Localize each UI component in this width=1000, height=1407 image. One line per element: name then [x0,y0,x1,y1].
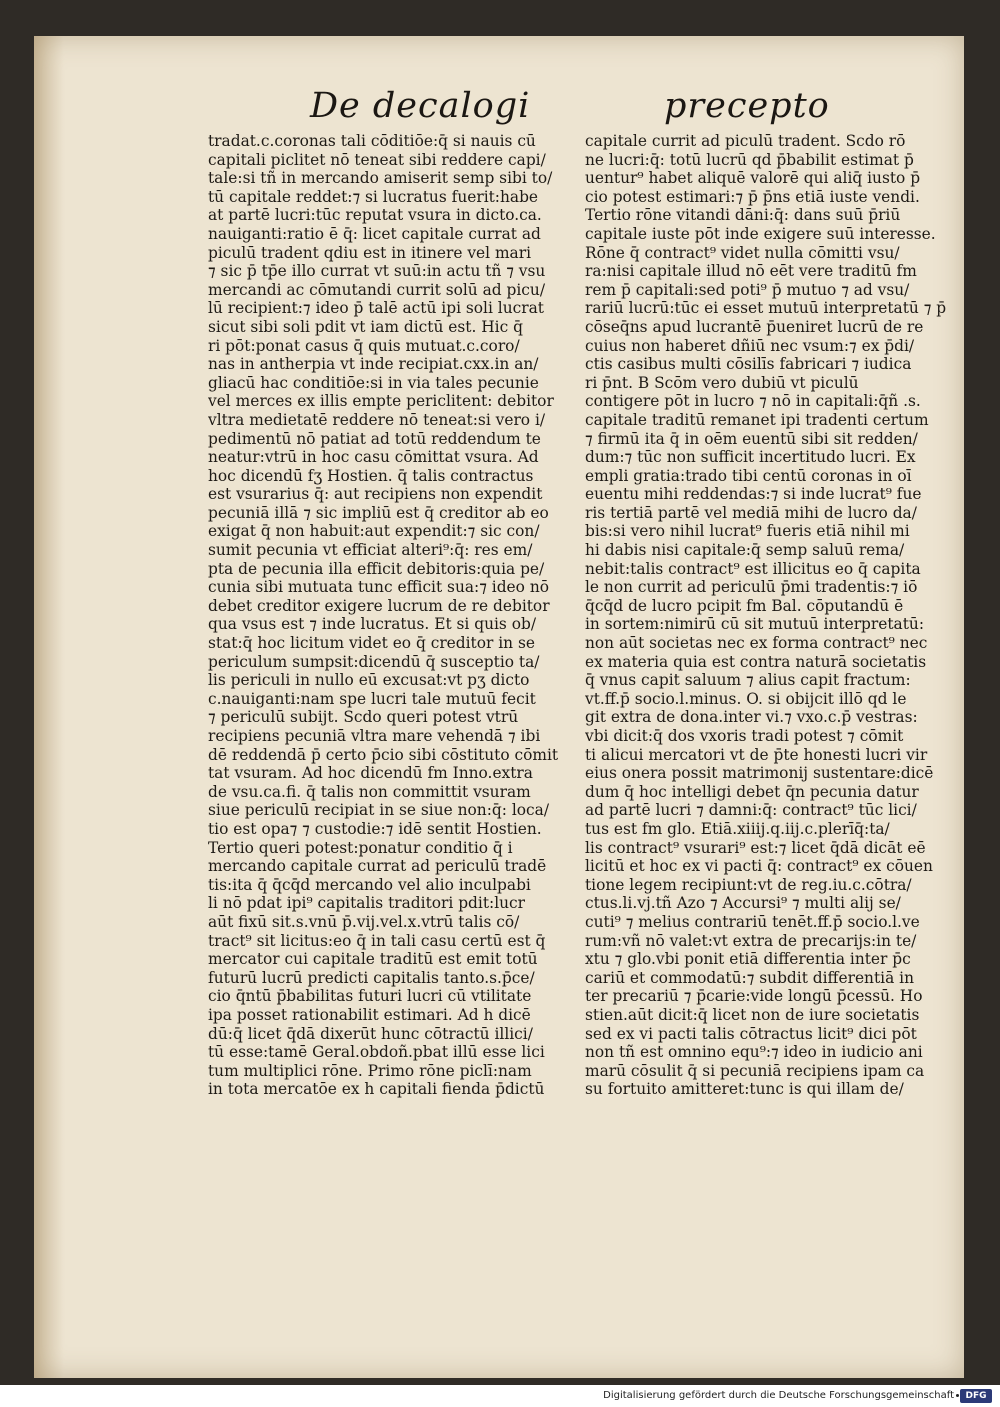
text-line: euentu mihi reddendas:⁊ si inde lucrat⁹ fue [585,485,922,504]
text-line: vel merces ex illis empte periclitent: debitor [208,392,554,411]
text-line: cariū et commodatū:⁊ subdit differentiā in [585,968,914,987]
text-line: q̄cq̄d de lucro pcipit fm Bal. cōputandū ē [585,596,904,615]
text-line: tū capitale reddet:⁊ si lucratus fuerit:habe [208,187,539,206]
text-line: lis periculi in nullo eū excusat:vt pʒ dicto [208,671,530,690]
running-head-left: De decalogi [310,86,531,126]
text-line: marū cōsulit q̄ si pecuniā recipiens ipam ca [585,1061,925,1080]
text-line: tradat.c.coronas tali cōditiōe:q̄ si nauis cū [208,132,536,150]
text-line: tum multiplici rōne. Primo rōne piclī:nam [208,1061,532,1080]
text-line: vltra medietatē reddere nō teneat:si vero i/ [208,410,546,429]
footer-credit: Digitalisierung gefördert durch die Deutsche Forschungsgemeinschaft [603,1390,954,1401]
text-line: siue periculū recipiat in se siue non:q̄: loca/ [208,801,549,820]
text-line: contigere pōt in lucro ⁊ nō in capitali:q̄ñ .s. [585,392,921,411]
dfg-logo: DFG [960,1389,992,1403]
text-line: recipiens pecuniā vltra mare vehendā ⁊ ibi [208,727,541,745]
book-page [34,36,964,1378]
text-line: debet creditor exigere lucrum de re debitor [208,596,550,615]
text-line: neatur:vtrū in hoc casu cōmittat vsura. Ad [208,448,539,467]
text-line: ⁊ periculū subijt. Scdo queri potest vtrū [208,708,519,727]
text-line: capitale currit ad piculū tradent̄. Scdo rō [585,132,906,150]
text-line: cio q̄ntū p̄babilitas futuri lucri cū vtilitate [208,987,532,1006]
text-line: exigat q̄ non habuit:aut expendit:⁊ sic con/ [208,522,540,541]
text-line: hoc dicendū fʒ Hostien. q̄ talis contractus [208,466,534,485]
text-line: lis contract⁹ vsurari⁹ est:⁊ licet q̄dā dicāt eē [585,838,926,857]
text-line: aūt fixū sit.s.vnū p̄.vij.vel.x.vtrū talis cō/ [208,912,520,931]
text-line: nebit:talis contract⁹ est illicitus eo q̄ capita [585,559,921,578]
text-line: li nō pdat ipi⁹ capitalis traditori pdit:lucr [208,894,526,913]
text-line: tus est fm glo. Etiā.xiiij.q.iij.c.plerīq̄:ta/ [585,819,890,838]
text-line: empli gratia:trado tibi centū coronas in oī [585,466,912,485]
text-line: nas in antherpia vt inde recipiat.cxx.in an/ [208,355,539,374]
text-line: tione legem recipiunt:vt de reg.iu.c.cōtra/ [585,875,912,894]
text-line: vt.ff.p̄ socio.l.minus. O. si obijcit illō qd le [585,689,907,708]
text-line: cio potest estimari:⁊ p̄ p̄ns etiā iuste vendi. [585,187,920,206]
text-line: lū recipient̄:⁊ ideo p̄ talē actū ipi soli lucrat [208,299,544,318]
text-line: dum q̄ hoc intelligi debet q̄n pecunia datur [585,782,919,801]
text-line: licitū et hoc ex vi pacti q̄: contract⁹ ex cōuen [585,857,933,876]
text-line: pedimentū nō patiat ad totū reddendum te [208,429,541,448]
text-line: stat:q̄ hoc licitum videt eo q̄ creditor in se [208,634,535,653]
text-line: mercandi ac cōmutandi currit solū ad picu/ [208,280,546,299]
separator-dot-icon [956,1394,959,1397]
text-line: vbi dicit:q̄ dos vxoris tradi potest ⁊ cōmit [585,727,904,745]
text-line: piculū tradent̄ qdiu est in itinere vel mari [208,243,532,262]
text-line: cuti⁹ ⁊ melius contrariū tenēt.ff.p̄ socio.l.ve [585,912,920,931]
text-line: pta de pecunia illa efficit debitoris:quia pe/ [208,559,545,578]
text-line: periculum sumpsit:dicendū q̄ susceptio ta/ [208,652,540,671]
text-line: est vsurarius q̄: aut recipiens non expendit [208,485,543,504]
text-line: q̄ vnus capit saluum ⁊ alius capit fractum: [585,671,911,690]
text-line: ri pōt:ponat casus q̄ quis mutuat.c.coro/ [208,336,520,355]
text-line: pecuniā illā ⁊ sic impliū est q̄ creditor ab eo [208,503,549,522]
text-line: Rōne q̄ contract⁹ videt nulla cōmitti vsu/ [585,243,900,262]
text-line: sed ex vi pacti talis cōtractus licit⁹ dici pōt [585,1024,917,1043]
text-line: mercando capitale currat ad periculū tradē [208,857,547,876]
text-line: cunia sibi mutuata tunc efficit sua:⁊ ideo nō [208,578,549,597]
text-line: tū esse:tamē Geral.obdoñ.pbat illū esse lici [208,1043,545,1062]
text-line: rem p̄ capitali:sed poti⁹ p̄ mutuo ⁊ ad vsu/ [585,280,910,299]
text-line: nauiganti:ratio ē q̄: licet capitale currat ad [208,224,541,243]
text-line: tis:ita q̄ q̄cq̄d mercando vel alio inculpabi [208,875,531,894]
text-line: gliacū hac conditiōe:si in via tales pecunie [208,373,539,392]
digitization-footer [0,1385,1000,1407]
text-column-left [208,132,595,1099]
text-line: ipa posset rationabilit estimari. Ad h̄ dicē [208,1005,531,1024]
text-line: dum:⁊ tūc non sufficit incertitudo lucri. Ex [585,448,916,467]
text-line: rariū lucrū:tūc ei esset mutuū interpretatū ⁊ p̄ [585,299,947,318]
text-line: cuius non haberet dñiū nec vsum:⁊ ex p̄di/ [585,336,915,355]
text-line: mercator cui capitale traditū est emit totū [208,950,538,969]
text-column-right [585,132,977,1099]
text-line: ctis casibus multi cōsilīs fabricari ⁊ iudica [585,355,912,374]
text-line: hi dabis nisi capitale:q̄ semp saluū rema/ [585,541,905,560]
text-line: ad partē lucri ⁊ damni:q̄: contract⁹ tūc lici/ [585,801,917,820]
text-line: eius onera possit matrimonij sustentare:dicē [585,764,934,783]
text-line: capitale traditū remanet ipi tradenti certum [585,410,929,429]
text-line: cōseq̄ns apud lucrantē p̄ueniret lucrū de re [585,317,924,336]
text-line: le non currit ad periculū p̄mi tradentis:⁊ iō [585,578,918,597]
text-line: ne lucri:q̄: totū lucrū qd p̄babilit estimat p̄ [585,150,914,169]
text-line: non aūt societas nec ex forma contract⁹ nec [585,634,928,653]
text-line: sicut sibi soli pdit vt iam dictū est. Hic q̄ [208,317,523,336]
text-line: ⁊ firmū ita q̄ in oēm euentū sibi sit redden/ [585,429,918,448]
text-line: in tota mercatōe ex h̄ capitali fienda p̄dictū [208,1080,545,1099]
text-line: c.nauiganti:nam spe lucri tale mutuū fecit [208,689,536,708]
running-head-right: precepto [664,86,830,126]
text-line: ris tertiā partē vel mediā mihi de lucro da/ [585,503,917,522]
text-line: xtu ⁊ glo.vbi ponit etiā differentia inter p̄c [585,950,911,969]
text-line: futurū lucrū predicti capitalis tanto.s.p̄ce/ [208,968,535,987]
text-line: ter precariū ⁊ p̄carie:vide longū p̄cessū. Ho [585,987,923,1006]
text-line: Tertio queri potest:ponatur conditio q̄ i [208,838,513,857]
text-line: ex materia quia est contra naturā societatis [585,652,927,671]
text-line: dū:q̄ licet q̄dā dixerūt hunc cōtractū illici/ [208,1024,533,1043]
text-line: in sortem:nimirū cū sit mutuū interpretatū: [585,615,925,634]
text-line: tio est opa⁊ ⁊ custodie:⁊ idē sentit Hostien. [208,819,542,838]
text-line: dē reddendā p̄ certo p̄cio sibi cōstituto cōmit [208,745,559,764]
text-line: su fortuito amitteret:tunc is qui illam de/ [585,1080,904,1099]
text-line: tract⁹ sit licitus:eo q̄ in tali casu certū est q̄ [208,931,546,950]
text-line: sumit pecunia vt efficiat alteri⁹:q̄: res em/ [208,541,533,560]
text-line: bis:si vero nihil lucrat⁹ fueris etiā nihil mi [585,522,910,541]
text-line: uentur⁹ habet aliquē valorē qui aliq̄ iusto p̄ [585,169,921,188]
text-line: ⁊ sic p̄ tp̄e illo currat vt suū:in actu tñ ⁊ vsu [208,262,546,281]
text-line: rum:vñ nō valet:vt extra de precarijs:in te/ [585,931,917,950]
text-line: capitale iuste pōt inde exigere suū interesse. [585,224,936,243]
text-line: at partē lucri:tūc reputat vsura in dicto.ca. [208,206,542,225]
text-line: ti alicui mercatori vt de p̄te honesti lucri vir [585,745,928,764]
text-line: Tertio rōne vitandi dāni:q̄: dans suū p̄riū [585,206,901,225]
text-line: tat vsuram. Ad hoc dicendū fm Inno.extra [208,764,533,783]
text-line: ri p̄nt. B Scōm vero dubiū vt̄ piculū [585,373,859,392]
text-line: tale:si tñ in mercando amiserit semp sibi to/ [208,169,553,188]
text-line: capitali piclitet nō teneat sibi reddere capi/ [208,150,546,169]
text-line: git extra de dona.inter vi.⁊ vxo.c.p̄ vestras: [585,708,918,727]
text-line: de vsu.ca.fi. q̄ talis non committit vsuram [208,782,531,801]
text-line: non tñ est omnino equ⁹:⁊ ideo in iudicio ani [585,1043,923,1062]
text-line: qua vsus est ⁊ inde lucratus. Et si quis ob/ [208,615,537,634]
text-line: ctus.li.vj.tñ Azo ⁊ Accursi⁹ ⁊ multi alij se/ [585,894,901,913]
text-line: stien.aūt dicit:q̄ licet non de iure societatis [585,1005,920,1024]
text-line: ra:nisi capitale illud nō eēt vere traditū fm [585,262,917,281]
